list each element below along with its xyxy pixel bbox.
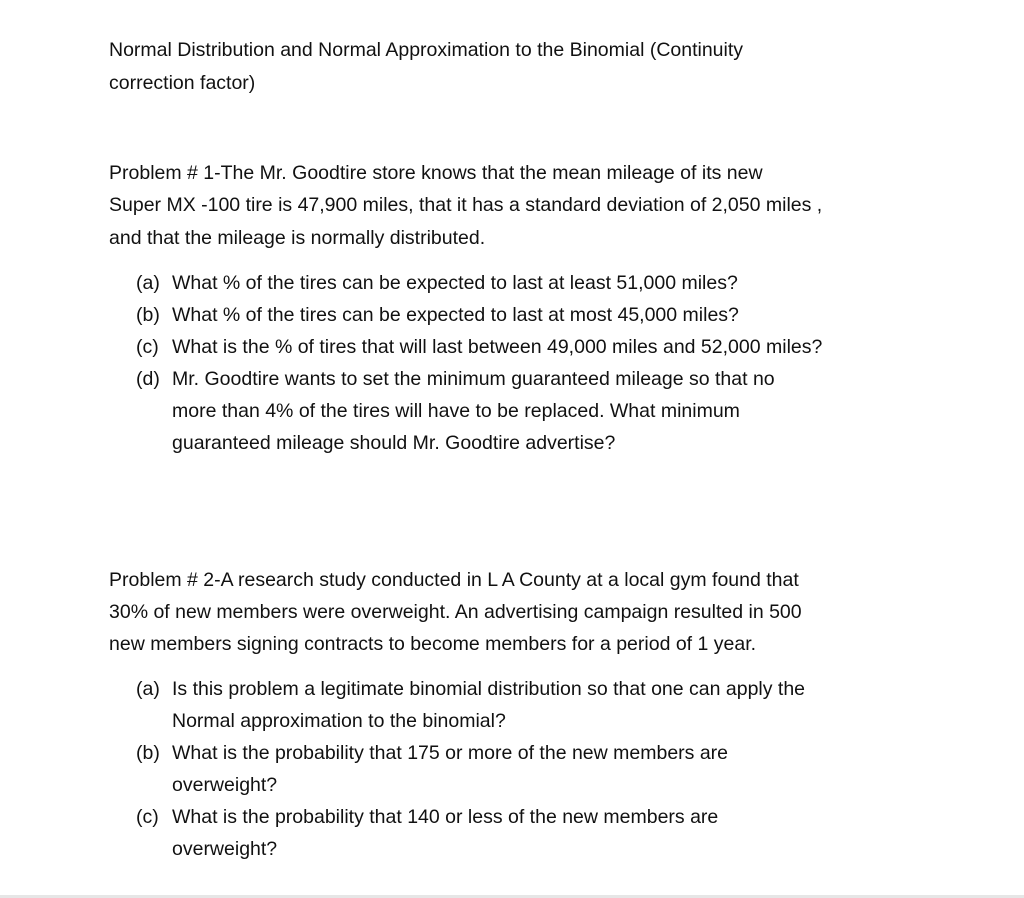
title-line: Normal Distribution and Normal Approximation to the Binomial (Continuity [109, 39, 744, 61]
question-text: What is the % of tires that will last between 49,000 miles and 52,000 miles? [172, 336, 823, 358]
item-label: (d) [136, 368, 160, 390]
title-line: correction factor) [109, 72, 256, 94]
item-label: (b) [136, 304, 160, 326]
question-text: Normal approximation to the binomial? [172, 710, 506, 732]
problem-2-text: Problem # 2-A research study conducted in L A County at a local gym found that [109, 569, 799, 591]
question-text: Mr. Goodtire wants to set the minimum guaranteed mileage so that no [172, 368, 775, 390]
item-label: (c) [136, 336, 159, 358]
question-text: What is the probability that 175 or more of the new members are [172, 742, 729, 764]
question-text: What is the probability that 140 or less of the new members are [172, 806, 719, 828]
problem-1-text: Super MX -100 tire is 47,900 miles, that it has a standard deviation of 2,050 miles , [109, 194, 823, 216]
question-text: Is this problem a legitimate binomial distribution so that one can apply the [172, 678, 806, 700]
item-label: (c) [136, 806, 159, 828]
problem-1-text: Problem # 1-The Mr. Goodtire store knows that the mean mileage of its new [109, 162, 763, 184]
item-label: (a) [136, 678, 160, 700]
question-text: guaranteed mileage should Mr. Goodtire advertise? [172, 432, 616, 454]
question-text: What % of the tires can be expected to last at most 45,000 miles? [172, 304, 739, 326]
question-text: What % of the tires can be expected to last at least 51,000 miles? [172, 272, 738, 294]
problem-1-text: and that the mileage is normally distributed. [109, 227, 486, 249]
item-label: (a) [136, 272, 160, 294]
question-text: overweight? [172, 838, 278, 860]
problem-2-text: 30% of new members were overweight. An advertising campaign resulted in 500 [109, 601, 802, 623]
question-text: overweight? [172, 774, 278, 796]
problem-2-text: new members signing contracts to become members for a period of 1 year. [109, 633, 757, 655]
item-label: (b) [136, 742, 160, 764]
question-text: more than 4% of the tires will have to be replaced. What minimum [172, 400, 740, 422]
